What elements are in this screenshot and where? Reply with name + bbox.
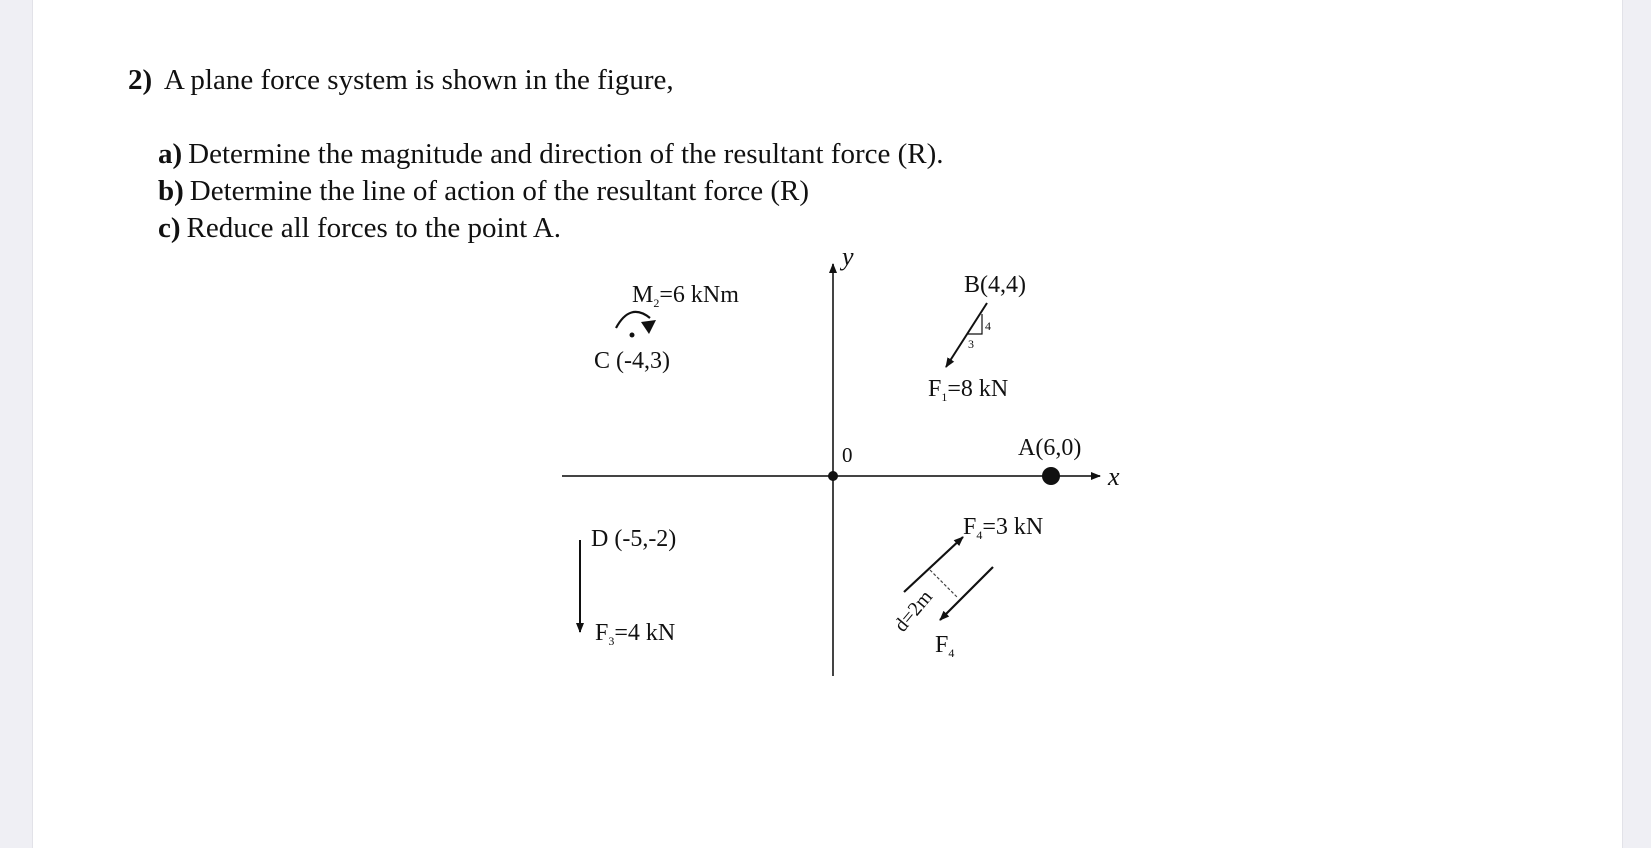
x-axis-label: x — [1108, 462, 1120, 491]
f1-label: $F_1=8$ kN — [928, 376, 1009, 404]
point-c — [630, 333, 635, 338]
question-number: 2) — [128, 64, 153, 96]
point-c-label: C (-4,3) — [594, 348, 670, 374]
part-c-label: c) — [158, 212, 181, 244]
question-text: A plane force system is shown in the figure, — [163, 64, 674, 96]
part-c-text: Reduce all forces to the point A. — [186, 212, 562, 244]
moment-label: $M_2=6$ kNm — [632, 282, 739, 310]
part-a-label: a) — [158, 138, 183, 170]
part-a-text: Determine the magnitude and direction of the resultant force (R). — [188, 138, 944, 170]
f1-slope-rise: 4 — [985, 319, 991, 333]
f1-arrow — [946, 303, 987, 367]
couple-distance-marker — [930, 570, 958, 598]
couple-distance-label: d=2m — [889, 586, 937, 637]
origin-point — [828, 471, 838, 481]
f4-upper-arrow — [904, 537, 963, 592]
f4-lower-arrow — [940, 567, 993, 620]
y-axis-label: y — [842, 242, 854, 271]
moment-arrowhead — [641, 320, 656, 334]
point-a-label: A(6,0) — [1018, 435, 1082, 461]
f3-label: $F_3=4$ kN — [595, 620, 676, 648]
f4-upper-label: $F_4=3$ kN — [963, 514, 1044, 542]
part-b-text: Determine the line of action of the resultant force (R) — [189, 175, 810, 207]
f4-lower-label: $F_4$ — [935, 632, 955, 660]
point-a — [1042, 467, 1060, 485]
point-b-label: B(4,4) — [964, 272, 1026, 298]
f1-slope-run: 3 — [968, 337, 974, 351]
origin-label: 0 — [842, 443, 853, 467]
point-d-label: D (-5,-2) — [591, 526, 677, 552]
part-b-label: b) — [158, 175, 184, 207]
